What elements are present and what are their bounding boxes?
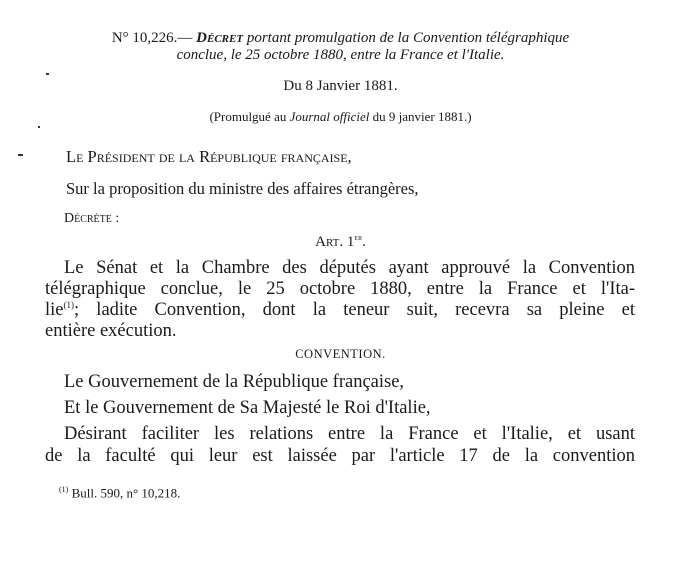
article-line-4: entière exécution. [45,321,177,341]
article-label: Art. 1 [315,234,355,250]
footnote-marker: (1) [59,485,69,494]
convention-heading: CONVENTION. [295,347,386,361]
decrete-label: Décrète : [64,211,120,226]
decree-number: N° 10,226.— [111,30,193,46]
article-line-3-rest: ; ladite Convention, dont la teneur suit, recevra sa pleine et [74,300,635,321]
decree-title-line-2: conclue, le 25 octobre 1880, entre la France et l'Italie. [176,47,505,63]
article-line-3-start: lie [45,300,64,321]
convention-line-1: Le Gouvernement de la République française, [64,372,405,392]
scan-speck [38,126,40,128]
article-sup: er [354,232,363,242]
scan-speck [46,73,49,75]
president-heading: Le Président de la République française, [66,147,352,166]
scan-speck [18,154,23,156]
footnote-text: Bull. 590, n° 10,218. [68,485,181,501]
footnote-reference: (1) [63,300,74,310]
convention-line-3: Désirant faciliter les relations entre la France et l'Italie, et usant [64,424,635,444]
decree-title-text: portant promulgation de la Convention télégraphique [243,30,570,46]
journal-officiel: Journal officiel [289,109,370,124]
promulgation-close: du 9 janvier 1881.) [369,109,472,124]
decree-title-line-1 [0,30,681,47]
footnote [59,485,180,501]
promulgation-open: (Promulgué au [209,109,290,124]
article-line-2: télégraphique conclue, le 25 octobre 1880, entre la France et l'Ita- [45,279,635,299]
article-line-1: Le Sénat et la Chambre des députés ayant approuvé la Convention [64,258,635,278]
article-heading [0,232,681,251]
proposition-line: Sur la proposition du ministre des affaires étrangères, [66,179,419,198]
decree-label: Décret [196,30,244,46]
promulgation-note [0,109,681,125]
article-end: . [362,234,366,250]
decree-date: Du 8 Janvier 1881. [283,78,398,94]
convention-line-4: de la faculté qui leur est laissée par l'article 17 de la convention [45,446,635,466]
article-line-3 [45,300,635,321]
convention-line-2: Et le Gouvernement de Sa Majesté le Roi d'Italie, [64,398,431,418]
